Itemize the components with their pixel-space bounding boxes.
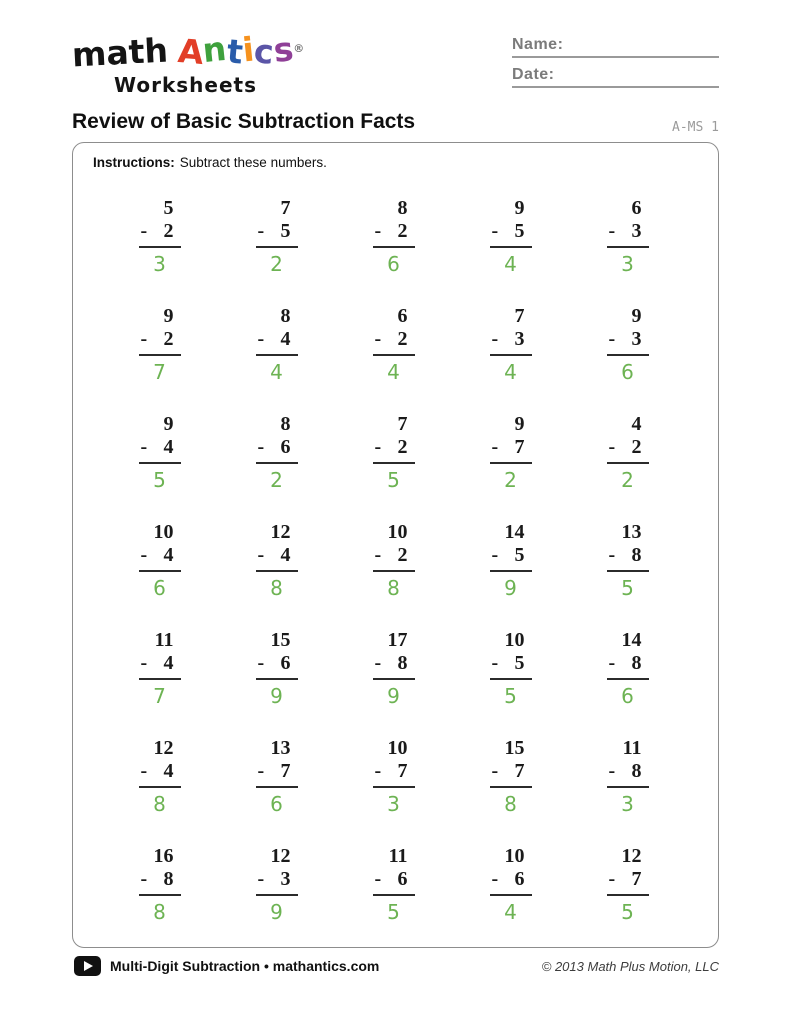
subtrahend: 6 <box>397 868 408 890</box>
subtrahend-row <box>256 328 298 356</box>
logo-letter: A <box>176 30 206 73</box>
answer: 2 <box>504 468 517 492</box>
minus-sign: - <box>140 544 148 566</box>
copyright-notice: © 2013 Math Plus Motion, LLC <box>541 959 719 974</box>
logo-letter: n <box>201 28 229 71</box>
subtrahend: 2 <box>631 436 642 458</box>
subtraction-problem <box>373 521 415 600</box>
subtrahend-row <box>139 652 181 680</box>
subtrahend: 7 <box>631 868 642 890</box>
answer: 9 <box>387 684 400 708</box>
subtraction-problem <box>139 629 181 708</box>
minus-sign: - <box>491 652 499 674</box>
minuend: 13 <box>270 737 291 759</box>
minus-sign: - <box>257 220 265 242</box>
instructions-text: Subtract these numbers. <box>179 155 327 170</box>
subtrahend: 4 <box>163 760 174 782</box>
subtraction-problem <box>373 629 415 708</box>
minus-sign: - <box>374 760 382 782</box>
answer: 8 <box>270 576 283 600</box>
minuend: 10 <box>504 845 525 867</box>
answer: 2 <box>621 468 634 492</box>
name-label: Name: <box>512 36 564 53</box>
subtraction-problem <box>373 197 415 276</box>
subtrahend: 7 <box>514 436 525 458</box>
minus-sign: - <box>608 436 616 458</box>
subtraction-problem <box>139 413 181 492</box>
subtraction-problem <box>490 197 532 276</box>
minus-sign: - <box>608 868 616 890</box>
logo-worksheets-subtitle: Worksheets <box>114 73 257 97</box>
subtrahend-row <box>256 220 298 248</box>
subtrahend-row <box>490 760 532 788</box>
logo-letter: t <box>225 31 245 72</box>
minus-sign: - <box>140 760 148 782</box>
minus-sign: - <box>257 436 265 458</box>
answer: 4 <box>504 252 517 276</box>
minus-sign: - <box>608 220 616 242</box>
minuend: 6 <box>397 305 408 327</box>
minuend: 9 <box>514 413 525 435</box>
subtrahend: 6 <box>280 436 291 458</box>
subtrahend-row <box>490 328 532 356</box>
problem-grid <box>73 170 718 924</box>
subtraction-problem <box>607 305 649 384</box>
minuend: 14 <box>621 629 642 651</box>
minuend: 8 <box>280 305 291 327</box>
answer: 6 <box>621 684 634 708</box>
minuend: 17 <box>387 629 408 651</box>
minuend: 12 <box>621 845 642 867</box>
answer: 5 <box>504 684 517 708</box>
minus-sign: - <box>491 868 499 890</box>
subtraction-problem <box>256 737 298 816</box>
subtraction-problem <box>139 737 181 816</box>
subtrahend: 4 <box>163 436 174 458</box>
subtrahend: 3 <box>631 328 642 350</box>
answer: 7 <box>153 360 166 384</box>
subtraction-problem <box>256 305 298 384</box>
subtrahend-row <box>373 868 415 896</box>
minuend: 9 <box>163 413 174 435</box>
subtrahend: 6 <box>280 652 291 674</box>
subtraction-problem <box>373 305 415 384</box>
minuend: 9 <box>163 305 174 327</box>
minuend: 12 <box>153 737 174 759</box>
minus-sign: - <box>374 220 382 242</box>
footer-left <box>74 956 379 976</box>
answer: 8 <box>153 792 166 816</box>
minus-sign: - <box>140 220 148 242</box>
worksheet-code: A-MS 1 <box>672 120 719 135</box>
answer: 7 <box>153 684 166 708</box>
minus-sign: - <box>491 760 499 782</box>
subtraction-problem <box>373 413 415 492</box>
subtrahend-row <box>139 220 181 248</box>
minus-sign: - <box>608 544 616 566</box>
subtraction-problem <box>607 521 649 600</box>
subtrahend-row <box>373 544 415 572</box>
minuend: 4 <box>631 413 642 435</box>
subtrahend-row <box>607 544 649 572</box>
minuend: 10 <box>387 737 408 759</box>
minus-sign: - <box>374 868 382 890</box>
minuend: 10 <box>153 521 174 543</box>
answer: 9 <box>504 576 517 600</box>
subtrahend: 7 <box>397 760 408 782</box>
minuend: 8 <box>397 197 408 219</box>
subtrahend-row <box>139 544 181 572</box>
minus-sign: - <box>257 652 265 674</box>
answer: 6 <box>621 360 634 384</box>
minus-sign: - <box>491 328 499 350</box>
subtraction-problem <box>607 737 649 816</box>
minuend: 15 <box>270 629 291 651</box>
minus-sign: - <box>374 652 382 674</box>
minus-sign: - <box>491 544 499 566</box>
minuend: 9 <box>514 197 525 219</box>
subtrahend-row <box>490 436 532 464</box>
answer: 3 <box>621 792 634 816</box>
subtrahend-row <box>607 868 649 896</box>
minus-sign: - <box>374 328 382 350</box>
minus-sign: - <box>257 760 265 782</box>
subtrahend-row <box>490 220 532 248</box>
logo-letter: c <box>252 31 276 72</box>
subtraction-problem <box>490 413 532 492</box>
subtrahend-row <box>256 544 298 572</box>
subtrahend-row <box>607 652 649 680</box>
minus-sign: - <box>491 436 499 458</box>
subtrahend-row <box>256 436 298 464</box>
subtrahend-row <box>607 328 649 356</box>
answer: 5 <box>387 900 400 924</box>
minuend: 12 <box>270 521 291 543</box>
subtrahend: 8 <box>397 652 408 674</box>
subtrahend-row <box>373 328 415 356</box>
subtraction-problem <box>607 629 649 708</box>
minuend: 11 <box>622 737 642 759</box>
minuend: 14 <box>504 521 525 543</box>
instructions-label: Instructions: <box>93 155 175 170</box>
answer: 8 <box>387 576 400 600</box>
subtraction-problem <box>139 197 181 276</box>
answer: 4 <box>504 360 517 384</box>
subtrahend: 6 <box>514 868 525 890</box>
subtraction-problem <box>256 413 298 492</box>
subtrahend: 5 <box>280 220 291 242</box>
subtraction-problem <box>373 737 415 816</box>
subtrahend: 8 <box>163 868 174 890</box>
subtraction-problem <box>607 413 649 492</box>
answer: 2 <box>270 468 283 492</box>
subtrahend: 3 <box>280 868 291 890</box>
answer: 6 <box>153 576 166 600</box>
answer: 3 <box>153 252 166 276</box>
minuend: 11 <box>388 845 408 867</box>
minus-sign: - <box>257 868 265 890</box>
subtrahend-row <box>139 760 181 788</box>
subtrahend: 4 <box>163 652 174 674</box>
play-icon <box>74 956 101 976</box>
page-title: Review of Basic Subtraction Facts <box>72 110 416 133</box>
subtrahend-row <box>490 652 532 680</box>
subtrahend-row <box>607 760 649 788</box>
subtrahend: 5 <box>514 220 525 242</box>
minuend: 16 <box>153 845 174 867</box>
minuend: 8 <box>280 413 291 435</box>
answer: 9 <box>270 684 283 708</box>
minuend: 11 <box>154 629 174 651</box>
footer-topic-link: Multi-Digit Subtraction • mathantics.com <box>110 958 380 974</box>
subtrahend: 2 <box>163 220 174 242</box>
minus-sign: - <box>140 328 148 350</box>
subtrahend-row <box>373 436 415 464</box>
minuend: 7 <box>514 305 525 327</box>
date-label: Date: <box>512 66 555 83</box>
subtrahend: 2 <box>397 328 408 350</box>
subtrahend-row <box>607 436 649 464</box>
subtraction-problem <box>490 305 532 384</box>
answer: 2 <box>270 252 283 276</box>
minuend: 13 <box>621 521 642 543</box>
header-fields <box>512 36 719 96</box>
answer: 3 <box>621 252 634 276</box>
minuend: 10 <box>387 521 408 543</box>
subtrahend: 7 <box>280 760 291 782</box>
name-field[interactable] <box>512 36 719 58</box>
subtrahend: 7 <box>514 760 525 782</box>
subtrahend: 4 <box>280 544 291 566</box>
subtraction-problem <box>139 305 181 384</box>
minus-sign: - <box>140 868 148 890</box>
logo-wordmark <box>71 28 305 75</box>
problems-panel <box>72 142 719 948</box>
subtrahend: 2 <box>163 328 174 350</box>
math-antics-logo <box>72 30 304 97</box>
subtraction-problem <box>256 845 298 924</box>
subtrahend-row <box>607 220 649 248</box>
minus-sign: - <box>140 652 148 674</box>
subtrahend-row <box>490 868 532 896</box>
answer: 6 <box>270 792 283 816</box>
answer: 4 <box>270 360 283 384</box>
minuend: 7 <box>397 413 408 435</box>
subtrahend: 8 <box>631 652 642 674</box>
minuend: 9 <box>631 305 642 327</box>
subtrahend-row <box>373 652 415 680</box>
subtrahend: 2 <box>397 220 408 242</box>
subtraction-problem <box>256 521 298 600</box>
answer: 8 <box>153 900 166 924</box>
subtraction-problem <box>490 629 532 708</box>
answer: 5 <box>387 468 400 492</box>
subtrahend-row <box>256 760 298 788</box>
subtrahend-row <box>373 220 415 248</box>
minus-sign: - <box>257 544 265 566</box>
registered-trademark-icon: ® <box>293 42 305 55</box>
subtrahend: 5 <box>514 652 525 674</box>
subtrahend: 2 <box>397 544 408 566</box>
answer: 3 <box>387 792 400 816</box>
instructions <box>93 155 718 170</box>
minus-sign: - <box>608 652 616 674</box>
minus-sign: - <box>374 544 382 566</box>
subtraction-problem <box>490 737 532 816</box>
subtrahend: 8 <box>631 544 642 566</box>
subtrahend-row <box>256 868 298 896</box>
logo-word-math: math <box>71 30 169 75</box>
subtrahend-row <box>139 328 181 356</box>
answer: 4 <box>504 900 517 924</box>
minus-sign: - <box>491 220 499 242</box>
subtrahend: 8 <box>631 760 642 782</box>
answer: 4 <box>387 360 400 384</box>
subtrahend-row <box>490 544 532 572</box>
subtrahend: 4 <box>163 544 174 566</box>
subtrahend-row <box>256 652 298 680</box>
subtrahend-row <box>139 436 181 464</box>
answer: 8 <box>504 792 517 816</box>
minus-sign: - <box>608 760 616 782</box>
minus-sign: - <box>374 436 382 458</box>
minus-sign: - <box>140 436 148 458</box>
answer: 9 <box>270 900 283 924</box>
subtraction-problem <box>490 521 532 600</box>
logo-word-antics <box>176 28 295 73</box>
date-field[interactable] <box>512 66 719 88</box>
minuend: 5 <box>163 197 174 219</box>
subtraction-problem <box>607 197 649 276</box>
logo-letter: s <box>271 29 295 70</box>
answer: 5 <box>153 468 166 492</box>
subtrahend: 4 <box>280 328 291 350</box>
minuend: 10 <box>504 629 525 651</box>
answer: 6 <box>387 252 400 276</box>
subtraction-problem <box>139 845 181 924</box>
subtraction-problem <box>373 845 415 924</box>
answer: 5 <box>621 900 634 924</box>
subtrahend: 3 <box>631 220 642 242</box>
minuend: 6 <box>631 197 642 219</box>
subtrahend: 5 <box>514 544 525 566</box>
subtrahend: 3 <box>514 328 525 350</box>
subtrahend: 2 <box>397 436 408 458</box>
subtraction-problem <box>139 521 181 600</box>
minuend: 15 <box>504 737 525 759</box>
subtrahend-row <box>139 868 181 896</box>
minuend: 12 <box>270 845 291 867</box>
subtraction-problem <box>607 845 649 924</box>
minuend: 7 <box>280 197 291 219</box>
minus-sign: - <box>257 328 265 350</box>
subtrahend-row <box>373 760 415 788</box>
subtraction-problem <box>490 845 532 924</box>
subtraction-problem <box>256 629 298 708</box>
answer: 5 <box>621 576 634 600</box>
minus-sign: - <box>608 328 616 350</box>
subtraction-problem <box>256 197 298 276</box>
logo-letter: i <box>240 29 256 70</box>
